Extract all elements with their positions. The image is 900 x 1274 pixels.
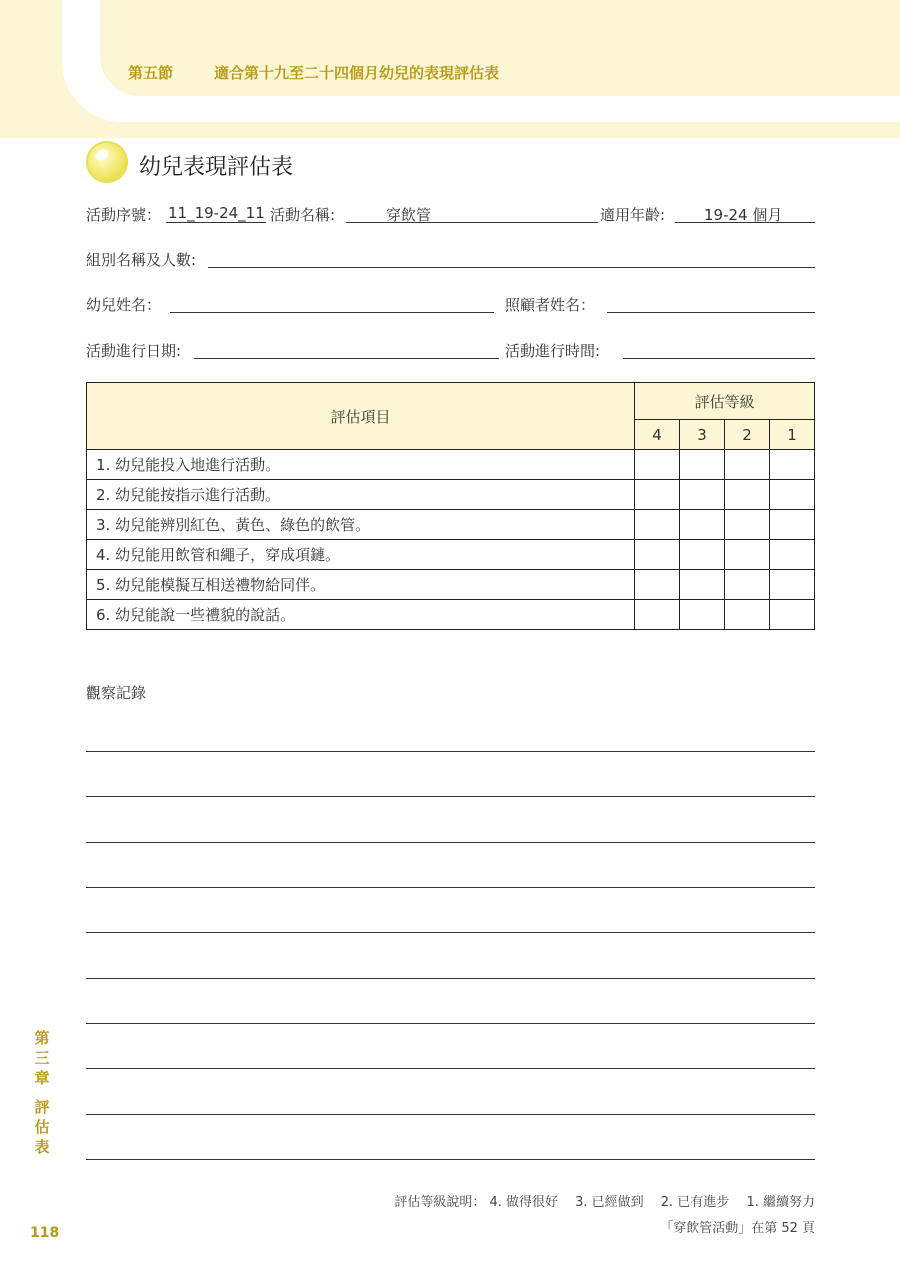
activity-reference: 「穿飲管活動」在第 52 頁 [660, 1221, 815, 1236]
side-char: 第 [34, 1029, 50, 1047]
grade-3-header: 3 [680, 420, 725, 450]
item-text: 3. 幼兒能辨別紅色、黃色、綠色的飲管。 [87, 510, 635, 540]
group-label: 組別名稱及人數: [86, 251, 197, 269]
carer-name-field[interactable] [607, 312, 815, 313]
observation-line[interactable] [86, 1159, 815, 1160]
bubble-icon [86, 141, 128, 183]
grade-cell[interactable] [635, 540, 680, 570]
section-title: 適合第十九至二十四個月幼兒的表現評估表 [214, 64, 500, 82]
grade-cell[interactable] [635, 510, 680, 540]
grade-header: 評估等級 [635, 383, 815, 420]
activity-no-label: 活動序號： [86, 206, 162, 224]
observation-line[interactable] [86, 1114, 815, 1115]
time-field[interactable] [623, 358, 815, 359]
item-text: 4. 幼兒能用飲管和繩子，穿成項鏈。 [87, 540, 635, 570]
observation-line[interactable] [86, 842, 815, 843]
side-char: 三 [34, 1049, 50, 1067]
child-name-field[interactable] [170, 312, 494, 313]
side-char: 估 [34, 1118, 50, 1136]
age-line [675, 222, 815, 223]
grade-1-header: 1 [770, 420, 815, 450]
grade-legend: 評估等級說明： 4. 做得很好 3. 已經做到 2. 已有進步 1. 繼續努力 [394, 1195, 815, 1210]
side-char: 章 [34, 1069, 50, 1087]
activity-name-label: 活動名稱: [270, 206, 336, 224]
grade-cell[interactable] [635, 480, 680, 510]
grade-cell[interactable] [680, 570, 725, 600]
observation-line[interactable] [86, 1068, 815, 1069]
grade-cell[interactable] [680, 540, 725, 570]
grade-cell[interactable] [770, 480, 815, 510]
table-row [87, 480, 815, 510]
form-title: 幼兒表現評估表 [139, 155, 294, 180]
grade-cell[interactable] [680, 450, 725, 480]
observation-line[interactable] [86, 751, 815, 752]
side-char: 評 [34, 1098, 50, 1116]
observation-label: 觀察記錄 [86, 684, 147, 702]
grade-cell[interactable] [725, 450, 770, 480]
grade-cell[interactable] [635, 600, 680, 630]
grade-cell[interactable] [725, 570, 770, 600]
table-row [87, 510, 815, 540]
evaluation-table [86, 382, 815, 630]
date-label: 活動進行日期: [86, 342, 182, 360]
section-label: 第五節 [128, 64, 174, 82]
observation-line[interactable] [86, 796, 815, 797]
observation-line[interactable] [86, 932, 815, 933]
time-label: 活動進行時間: [505, 342, 601, 360]
grade-cell[interactable] [725, 540, 770, 570]
table-row [87, 600, 815, 630]
grade-cell[interactable] [680, 510, 725, 540]
item-text: 6. 幼兒能說一些禮貌的說話。 [87, 600, 635, 630]
age-label: 適用年齡: [600, 206, 666, 224]
table-row [87, 450, 815, 480]
observation-line[interactable] [86, 1023, 815, 1024]
observation-line[interactable] [86, 978, 815, 979]
grade-cell[interactable] [770, 450, 815, 480]
activity-name-line [346, 222, 598, 223]
item-text: 5. 幼兒能模擬互相送禮物給同伴。 [87, 570, 635, 600]
child-name-label: 幼兒姓名： [86, 296, 162, 314]
date-field[interactable] [194, 358, 499, 359]
grade-cell[interactable] [770, 510, 815, 540]
activity-no-line [166, 222, 266, 223]
grade-cell[interactable] [725, 480, 770, 510]
grade-cell[interactable] [635, 450, 680, 480]
grade-cell[interactable] [635, 570, 680, 600]
grade-cell[interactable] [680, 480, 725, 510]
item-text: 2. 幼兒能按指示進行活動。 [87, 480, 635, 510]
side-section-label [32, 1097, 52, 1157]
activity-name-value: 穿飲管 [386, 206, 432, 224]
grade-cell[interactable] [725, 510, 770, 540]
activity-no-value: 11_19-24_11 [168, 204, 265, 222]
table-row [87, 570, 815, 600]
item-header: 評估項目 [87, 383, 635, 450]
carer-name-label: 照顧者姓名： [505, 296, 596, 314]
grade-cell[interactable] [725, 600, 770, 630]
grade-cell[interactable] [770, 540, 815, 570]
observation-line[interactable] [86, 887, 815, 888]
grade-2-header: 2 [725, 420, 770, 450]
age-value: 19-24 個月 [704, 206, 783, 224]
group-field[interactable] [208, 267, 815, 268]
grade-cell[interactable] [680, 600, 725, 630]
item-text: 1. 幼兒能投入地進行活動。 [87, 450, 635, 480]
side-char: 表 [34, 1138, 50, 1156]
grade-cell[interactable] [770, 570, 815, 600]
side-chapter-label [32, 1028, 52, 1088]
grade-cell[interactable] [770, 600, 815, 630]
page-number: 118 [30, 1225, 60, 1241]
table-row [87, 540, 815, 570]
grade-4-header: 4 [635, 420, 680, 450]
